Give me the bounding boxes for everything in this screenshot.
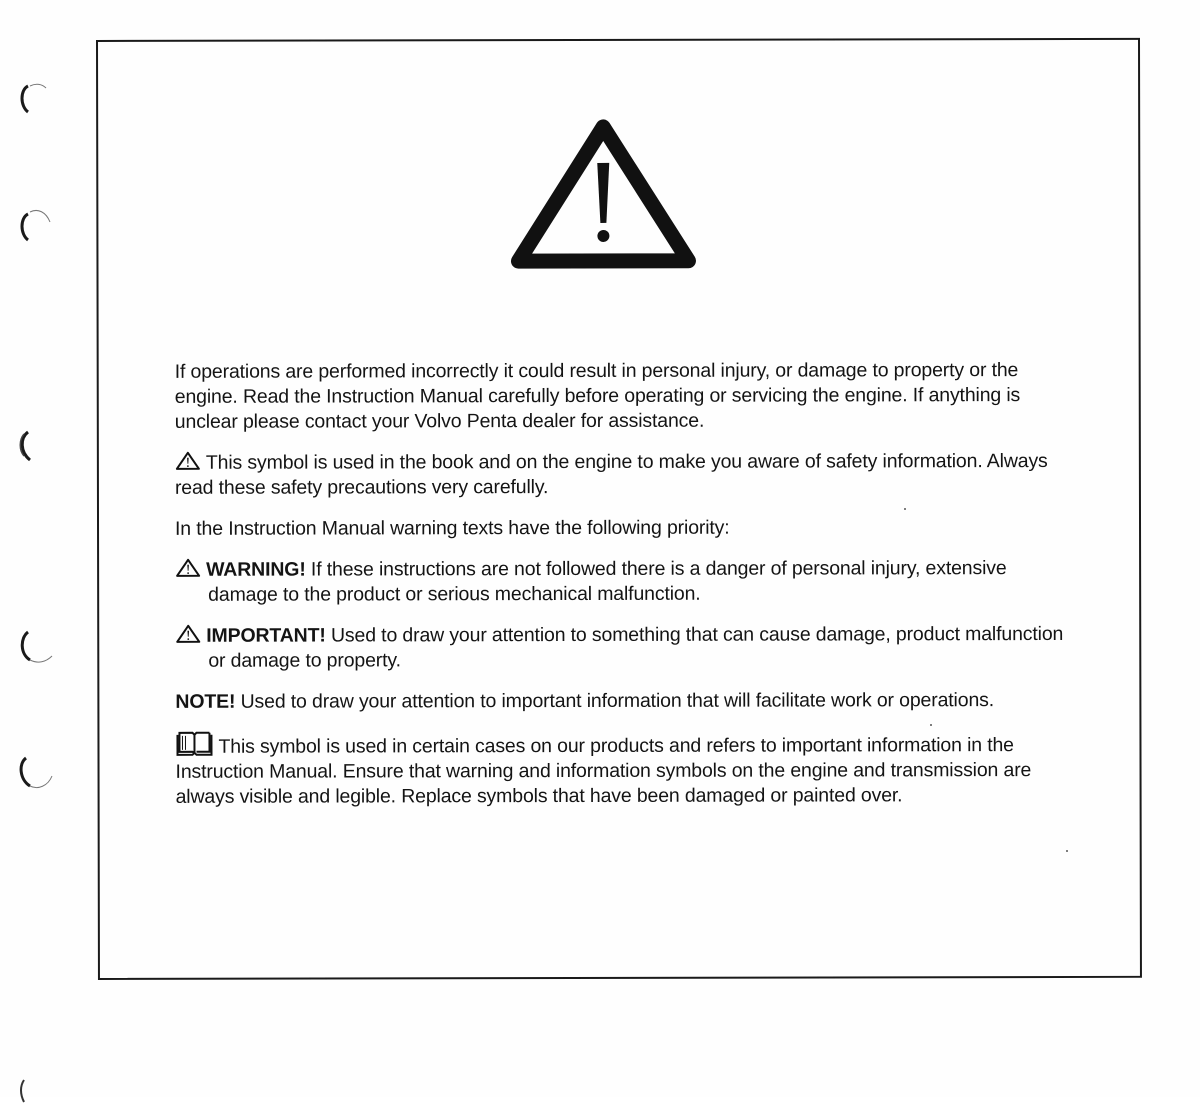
warning-text: If these instructions are not followed there is a danger of personal injury, extensive damage to the product or serious mechanical malfunction. bbox=[208, 557, 1007, 606]
binder-hole-mark bbox=[14, 752, 54, 792]
warning-label: WARNING! bbox=[206, 558, 306, 581]
content-frame bbox=[96, 38, 1142, 980]
note-label: NOTE! bbox=[175, 690, 236, 713]
book-note-paragraph bbox=[175, 729, 1065, 810]
safety-text bbox=[175, 358, 1066, 826]
warning-paragraph bbox=[175, 556, 1065, 608]
note-paragraph bbox=[175, 688, 1065, 715]
binder-hole-mark bbox=[14, 78, 54, 118]
warning-small-icon bbox=[175, 451, 201, 471]
symbol-note-paragraph bbox=[175, 449, 1065, 501]
warning-triangle-icon bbox=[510, 119, 696, 271]
binder-hole-mark bbox=[14, 204, 54, 244]
binder-hole-mark bbox=[14, 424, 54, 464]
binder-hole-mark bbox=[14, 626, 54, 666]
important-text: Used to draw your attention to something that can cause damage, product malfunction or damage to property. bbox=[208, 622, 1064, 672]
priority-intro-paragraph: In the Instruction Manual warning texts have the following priority: bbox=[175, 516, 730, 540]
intro-paragraph: If operations are performed incorrectly it could result in personal injury, or damage to property or the engine. Read the Instruction Manual carefully before operating or servicing the engine. If anything is unclear please contact your Volvo Penta dealer for assistance. bbox=[174, 359, 1021, 433]
important-label: IMPORTANT! bbox=[206, 624, 326, 647]
book-note-text: This symbol is used in certain cases on our products and refers to important information in the Instruction Manual. Ensure that warning and information symbols on the engine and transmission are always visible and legible. Replace symbols that have been damaged or painted over. bbox=[175, 734, 1032, 808]
symbol-note-text: This symbol is used in the book and on the engine to make you aware of safety information. Always read these safety precautions very carefully. bbox=[174, 450, 1048, 499]
warning-small-icon bbox=[175, 558, 201, 578]
warning-small-icon bbox=[175, 624, 201, 644]
note-text: Used to draw your attention to important information that will facilitate work or operations. bbox=[235, 689, 995, 713]
open-book-icon bbox=[175, 731, 213, 757]
binder-hole-mark bbox=[14, 1072, 54, 1112]
important-paragraph bbox=[175, 622, 1065, 674]
